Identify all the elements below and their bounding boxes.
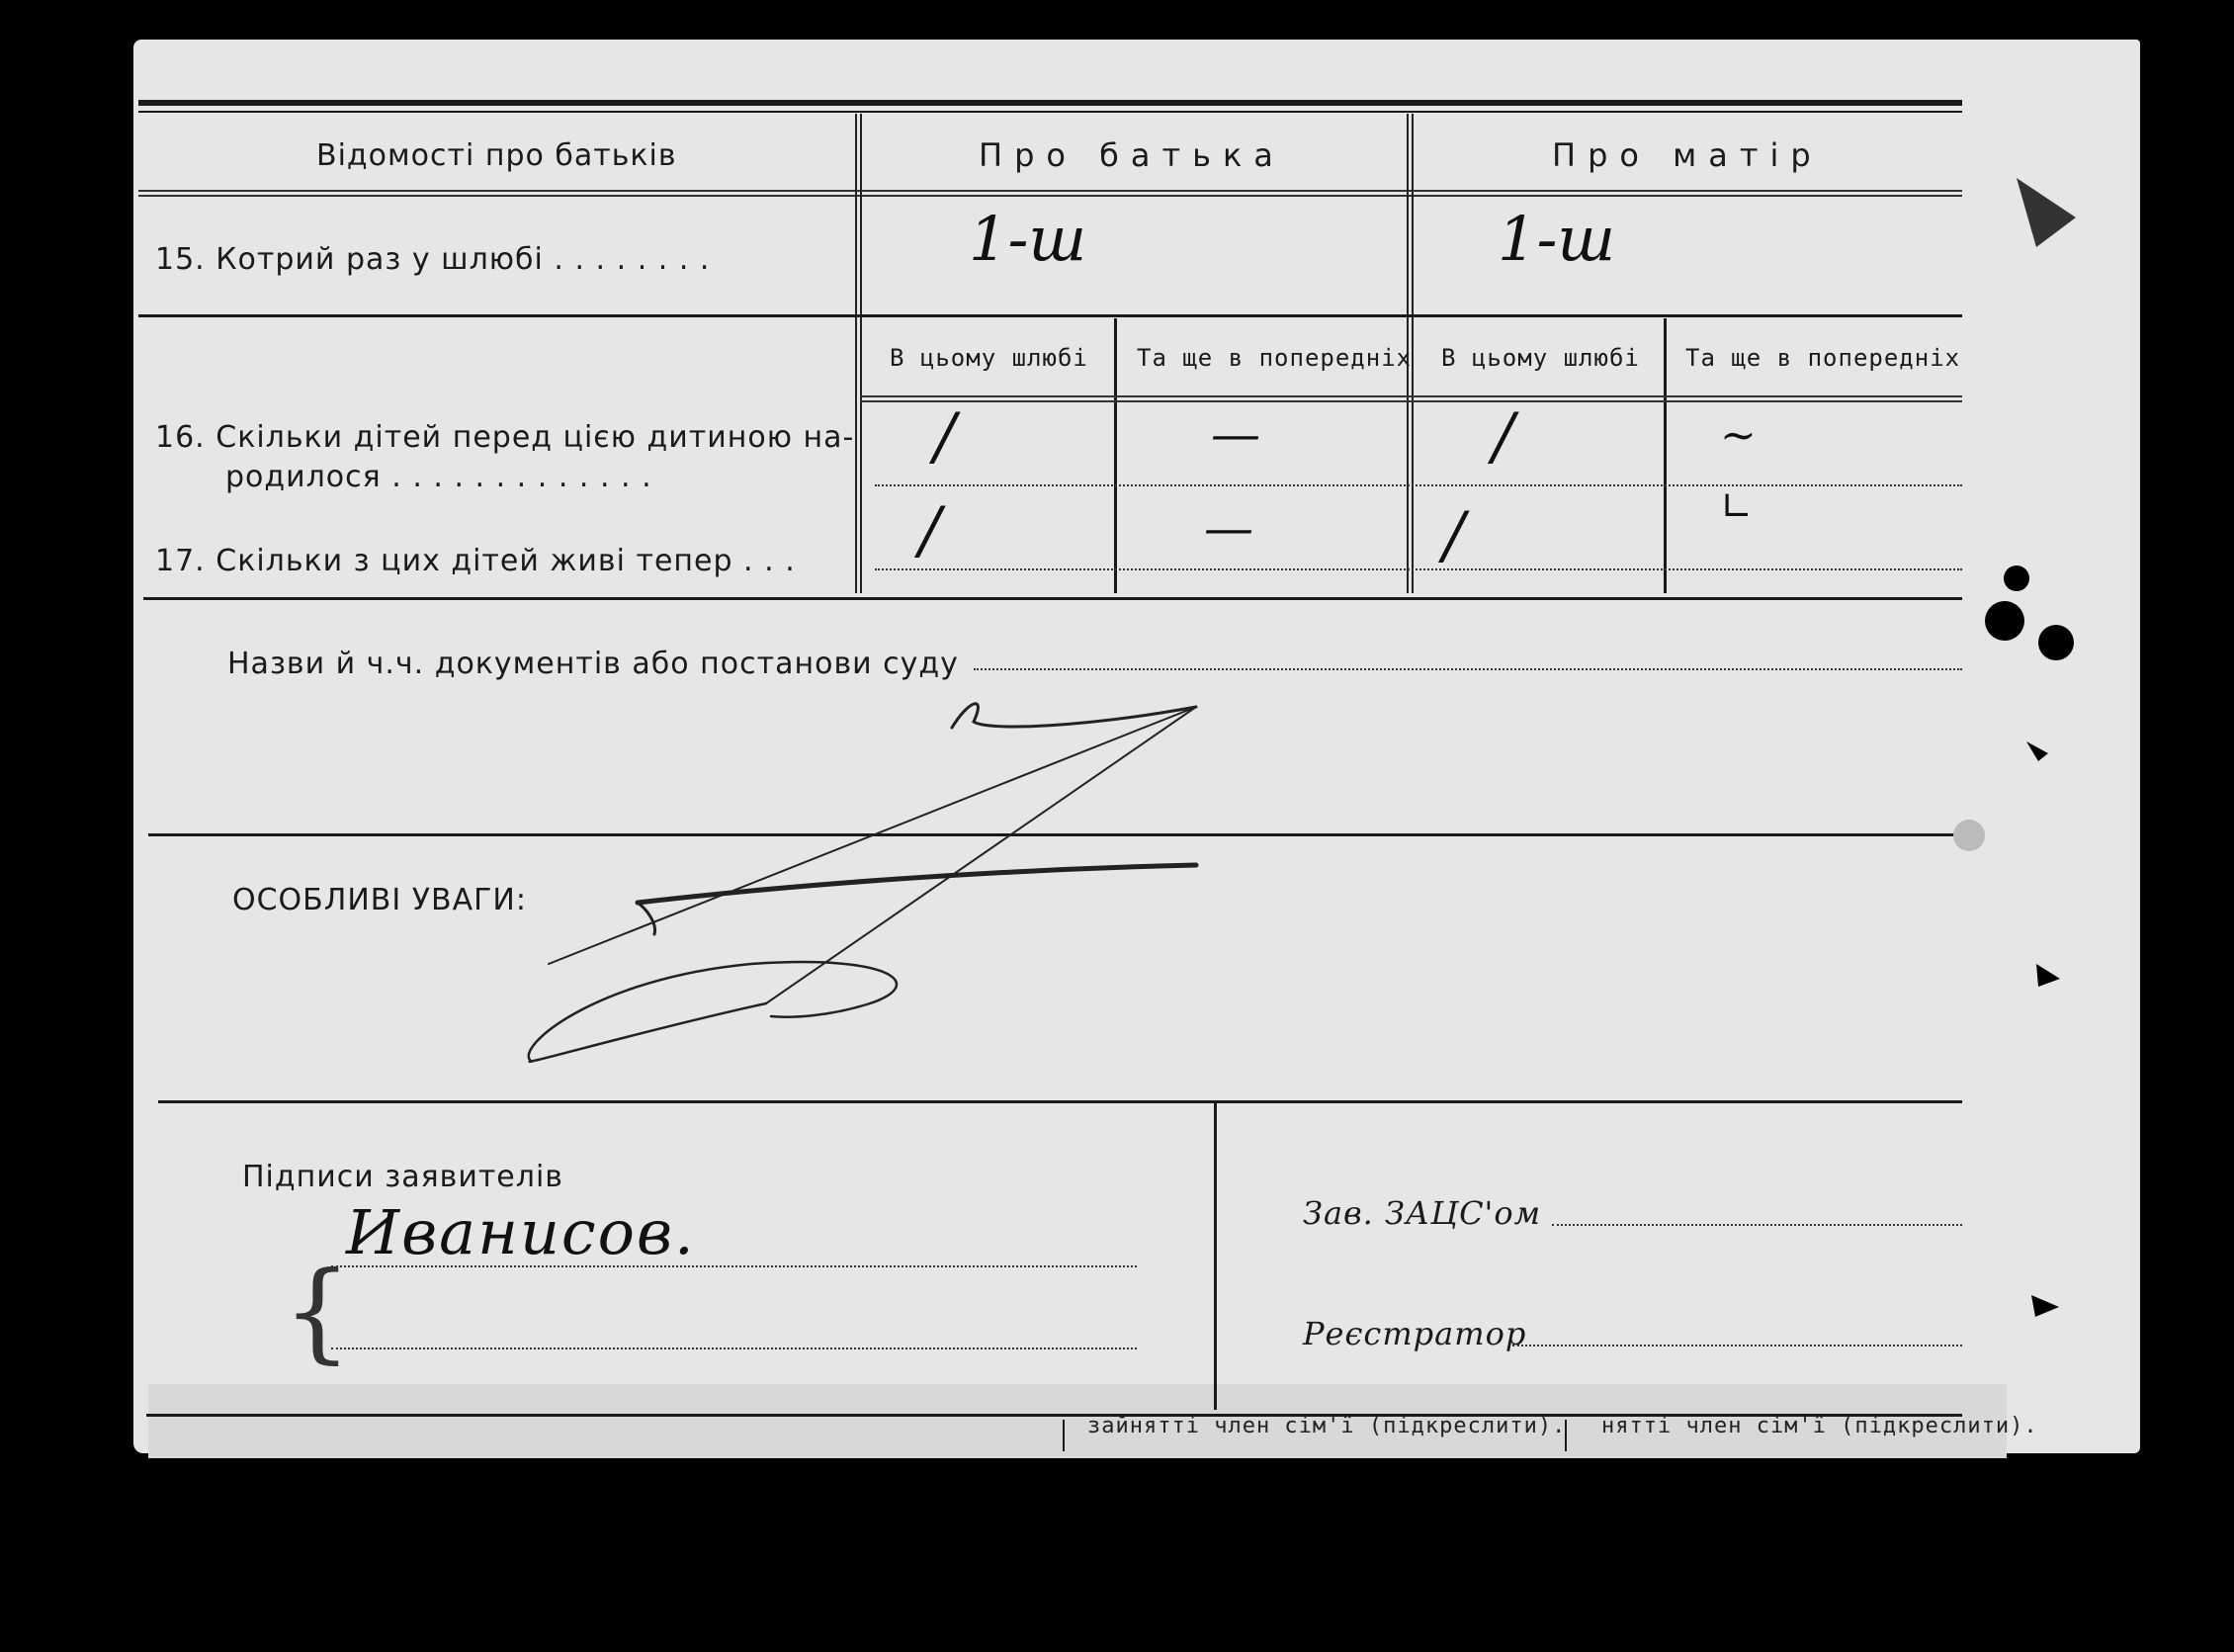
row-17-label: 17. Скільки з цих дітей живі тепер . . .	[155, 544, 796, 578]
head-label: Зав. ЗАЦС'ом	[1303, 1194, 1542, 1232]
row-15-father-value: 1-ш	[969, 203, 1087, 275]
applicants-label: Підписи заявителів	[242, 1160, 563, 1194]
row-16-mother-this: /	[1493, 400, 1514, 474]
applicant-bracket: {	[283, 1248, 352, 1374]
row-16-father-prev: —	[1211, 405, 1260, 463]
header-father: Про батька	[979, 136, 1285, 174]
row-15-mother-value: 1-ш	[1498, 203, 1616, 275]
row-16-mother-prev: ~	[1720, 410, 1757, 461]
row-16-label-line2: родилося . . . . . . . . . . . . .	[225, 460, 652, 494]
subheader-father-this: В цьому шлюбі	[890, 344, 1088, 372]
cut-text-left: зайнятті член сім'ї (підкреслити).	[1087, 1414, 1567, 1438]
row-15-label: 15. Котрий раз у шлюбі . . . . . . . .	[155, 242, 711, 277]
subheader-mother-prev: Та ще в попередніх	[1685, 344, 1961, 372]
row-17-father-this: /	[919, 494, 941, 567]
row-17-mother-prev: ∟	[1720, 484, 1754, 530]
subheader-mother-this: В цьому шлюбі	[1441, 344, 1640, 372]
header-mother: Про матір	[1552, 136, 1823, 174]
documents-label: Назви й ч.ч. документів або постанови суду	[227, 647, 959, 681]
header-parents-info: Відомості про батьків	[316, 138, 677, 173]
row-16-label-line1: 16. Скільки дітей перед цією дитиною на-	[155, 420, 855, 455]
subheader-father-prev: Та ще в попередніх	[1137, 344, 1413, 372]
row-17-father-prev: —	[1204, 499, 1253, 557]
row-16-father-this: /	[934, 400, 956, 474]
registrar-label: Реєстратор	[1303, 1315, 1527, 1352]
cut-text-right: нятті член сім'ї (підкреслити).	[1601, 1414, 2038, 1438]
remarks-label: ОСОБЛИВІ УВАГИ:	[232, 883, 527, 917]
row-17-mother-this: /	[1443, 499, 1465, 572]
applicant-signature: Иванисов.	[346, 1196, 696, 1268]
